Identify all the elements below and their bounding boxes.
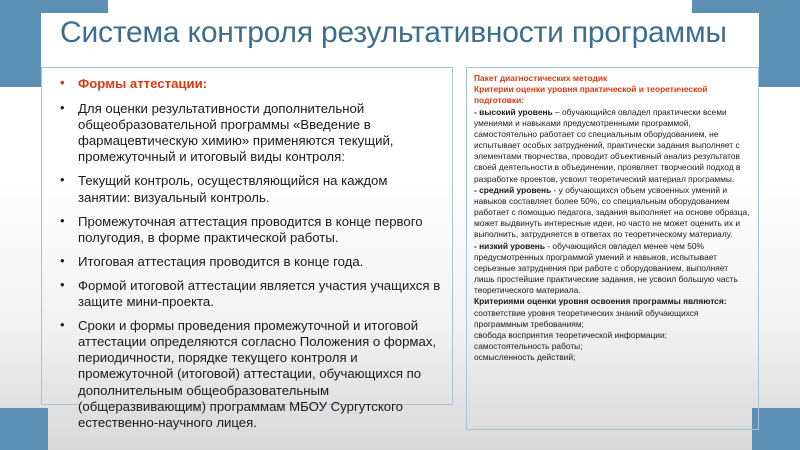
- low-level-text: - обучающийся овладел менее чем 50% предусмотренных программой умений и навыков, испытывает серьезные затруднения при работе с оборудованием, выполняет лишь простейшие практические задания, не усвоил большую часть теоретического материала.: [474, 240, 738, 296]
- list-item: • Формы аттестации:: [52, 76, 442, 92]
- diagnostic-methods-panel: [466, 67, 759, 430]
- decoration-bottom-right: [752, 408, 800, 450]
- list-item: • Формой итоговой аттестации является участия учащихся в защите мини-проекта.: [52, 278, 442, 310]
- list-item: • Сроки и формы проведения промежуточной и итоговой аттестации определяются согласно Положения о формах, периодичности, порядке текущего контроля и промежуточной (итоговой) аттестации, обучающихся по дополнительным общеобразовательным (общеразвивающим) программам МБОУ Сургутского естественно-научного лицея.: [52, 318, 442, 431]
- attestation-forms-list: [52, 76, 442, 431]
- criteria-item: осмысленность действий;: [474, 352, 576, 363]
- high-level-text: – обучающийся овладел практически всеми умениями и навыками предусмотренными программой, самостоятельно работает со специальным оборудованием, не испытывает особых затруднений, практически задания выполняет с элементами творчества, проводит объективный анализ результатов своей деятельности в объединении, проявляет творческий подход в разработке проектов, усвоил теоретический материал программы.: [474, 106, 741, 184]
- list-item: • Для оценки результативности дополнительной общеобразовательной программы «Введение в фармацевтическую химию» применяются текущий, промежуточный и итоговый виды контроля:: [52, 101, 442, 165]
- high-level-label: - высокий уровень: [474, 106, 553, 117]
- diagnostic-panel-heading-2: Критерии оценки уровня практической и теоретической подготовки:: [474, 84, 708, 106]
- middle-level-text: - у обучающихся объем усвоенных умений и навыков составляет более 50%, со специальным оборудованием работает с помощью педагога, задания выполняет на основе образца, может выдвинуть интересные идеи, но часто не может оценить их и выполнить, затрудняется в ответах по теоретическому материалу.: [474, 184, 750, 240]
- middle-level-label: - средний уровень: [474, 184, 552, 195]
- criteria-item: самостоятельность работы;: [474, 341, 583, 352]
- attestation-forms-panel: [41, 67, 453, 430]
- low-level-criterion: [474, 241, 751, 297]
- decoration-top-left-vertical: [0, 0, 41, 87]
- low-level-label: - низкий уровень: [474, 240, 545, 251]
- criteria-heading: Критериями оценки уровня освоения программы являются:: [474, 296, 727, 307]
- slide-title: Система контроля результативности программы: [60, 16, 727, 49]
- decoration-top-right-horizontal: [692, 0, 800, 13]
- list-item: • Промежуточная аттестация проводится в конце первого полугодия, в форме практической работы.: [52, 214, 442, 246]
- decoration-bottom-left: [0, 408, 48, 450]
- criteria-item: соответствие уровня теоретических знаний обучающихся программным требованиям;: [474, 307, 699, 329]
- high-level-criterion: [474, 107, 751, 185]
- list-item: • Итоговая аттестация проводится в конце года.: [52, 254, 442, 270]
- decoration-top-left-horizontal: [0, 0, 108, 13]
- middle-level-criterion: [474, 185, 751, 241]
- diagnostic-panel-heading-1: Пакет диагностических методик: [474, 73, 608, 83]
- decoration-top-right-vertical: [759, 0, 800, 87]
- criteria-item: свобода восприятия теоретической информации;: [474, 329, 667, 340]
- list-item: • Текущий контроль, осуществляющийся на каждом занятии: визуальный контроль.: [52, 173, 442, 205]
